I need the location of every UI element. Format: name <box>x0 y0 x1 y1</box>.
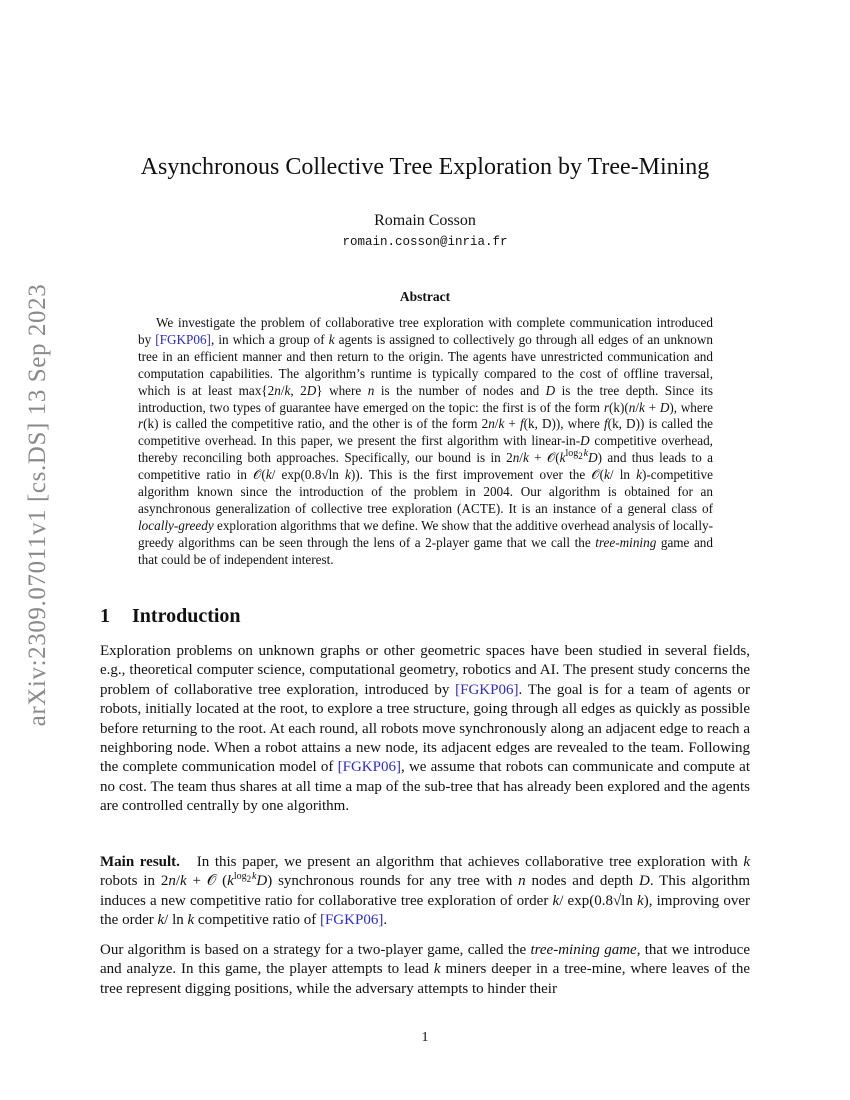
intro-paragraph-3: Our algorithm is based on a strategy for a two-player game, called the tree-mining game, that we introduce and analyze. In this game, the player attempts to lead k miners deeper in a tree-mine, where leaves of the tree represent digging positions, while the adversary attempts to hinder their <box>100 942 750 997</box>
abstract-body: We investigate the problem of collaborative tree exploration with complete communication introduced by [FGKP06], in which a group of k agents is assigned to collectively go through all edges of an unknown tree in an efficient manner and then return to the origin. The agents have unrestricted communication and computation capabilities. The algorithm’s runtime is typically compared to the cost of offline traversal, which is at least max{2n/k, 2D} where n is the number of nodes and D is the tree depth. Since its introduction, two types of guarantee have emerged on the topic: the first is of the form r(k)(n/k + D), where r(k) is called the competitive ratio, and the other is of the form 2n/k + f(k, D)), where f(k, D)) is called the competitive overhead. In this paper, we present the first algorithm with linear-in-D competitive overhead, thereby reconciling both approaches. Specifically, our bound is in $2n/k + 𝒪(k^{log_2 k}D)$ and thus leads to a competitive ratio in 𝒪(k/ exp(0.8√ln k)). This is the first improvement over the 𝒪(k/ ln k)-competitive algorithm known since the introduction of the problem in 2004. Our algorithm is obtained for an asynchronous generalization of collective tree exploration (ACTE). It is an instance of a general class of locally-greedy exploration algorithms that we define. We show that the additive overhead analysis of locally-greedy algorithms can be seen through the lens of a 2-player game that we call the tree-mining game and that could be of independent interest. <box>138 315 714 567</box>
citation-link[interactable]: [FGKP06] <box>319 912 384 929</box>
arxiv-identifier-sidebar <box>0 283 76 727</box>
main-result-paragraph: Main result. In this paper, we present an algorithm that achieves collaborative tree exploration with k robots in 2n/k + 𝒪 $(k^{log_2 k}D)$ synchronous rounds for any tree with n nodes and depth D. This algorithm induces a new competitive ratio for collaborative tree exploration of order k/ exp(0.8√ln k), improving over the order k/ ln k competitive ratio of [FGKP06]. <box>100 854 751 929</box>
author-email: romain.cosson@inria.fr <box>342 235 508 249</box>
abstract-heading: Abstract <box>399 289 451 304</box>
author-name: Romain Cosson <box>374 212 476 229</box>
section-heading-introduction <box>100 605 241 628</box>
page-number: 1 <box>421 1030 429 1045</box>
paragraph-lead: Main result. <box>100 854 180 870</box>
citation-link[interactable]: [FGKP06] <box>455 681 519 698</box>
arxiv-identifier: arXiv:2309.07011v1 [cs.DS] 13 Sep 2023 <box>24 283 51 727</box>
section-title: Introduction <box>132 605 241 627</box>
citation-link[interactable]: [FGKP06] <box>337 759 401 776</box>
intro-paragraph-1: Exploration problems on unknown graphs or other geometric spaces have been studied in several fields, e.g., theoretical computer science, computational geometry, robotics and AI. The present study concerns the problem of collaborative tree exploration, introduced by [FGKP06]. The goal is for a team of agents or robots, initially located at the root, to explore a tree structure, going through all edges as quickly as possible before returning to the root. At each round, all robots move synchronously along an adjacent edge to reach a neighboring node. When a robot attains a new node, its adjacent edges are revealed to the team. Following the complete communication model of [FGKP06], we assume that robots can communicate and compute at no cost. The team thus shares at all time a map of the sub-tree that has already been explored and the agents are controlled centrally by one algorithm. <box>100 643 750 815</box>
citation-link[interactable]: [FGKP06] <box>155 331 211 347</box>
section-number: 1 <box>100 605 110 627</box>
paper-title: Asynchronous Collective Tree Exploration by Tree-Mining <box>140 154 710 180</box>
